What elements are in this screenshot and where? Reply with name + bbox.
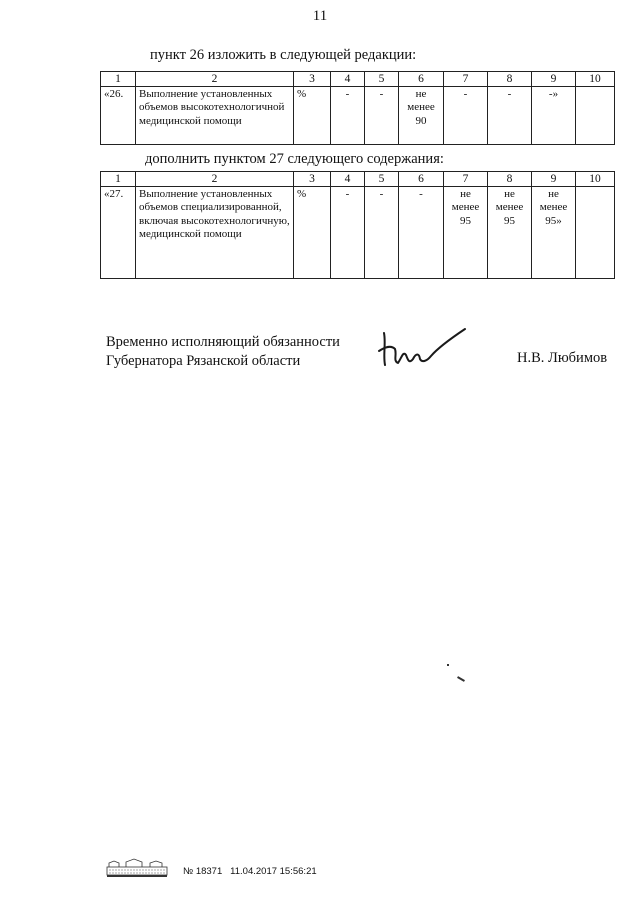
header-cell: 7 <box>444 72 488 87</box>
row-description-cell: Выполнение установленных объемов высокотехнологичной медицинской помощи <box>136 87 294 145</box>
row-number-cell: «27. <box>101 187 136 279</box>
value-cell: - <box>331 87 365 145</box>
section-27-table <box>100 171 615 279</box>
page-number: 11 <box>312 8 328 24</box>
header-cell: 2 <box>136 72 294 87</box>
handwritten-signature <box>375 325 470 373</box>
header-cell: 2 <box>136 172 294 187</box>
unit-cell: % <box>294 87 331 145</box>
signer-position-line: Губернатора Рязанской области <box>106 353 301 370</box>
value-cell: - <box>365 187 399 279</box>
header-cell: 10 <box>576 72 615 87</box>
table-header-row <box>101 72 615 87</box>
header-cell: 1 <box>101 172 136 187</box>
value-cell: - <box>331 187 365 279</box>
value-cell: - <box>488 87 532 145</box>
scan-speck <box>447 664 449 666</box>
header-cell: 8 <box>488 72 532 87</box>
value-cell <box>576 87 615 145</box>
row-description-cell: Выполнение установленных объемов специализированной, включая высокотехнологичную, медицинской помощи <box>136 187 294 279</box>
value-cell: не менее 90 <box>399 87 444 145</box>
header-cell: 6 <box>399 72 444 87</box>
value-cell: - <box>365 87 399 145</box>
value-cell: не менее 95» <box>532 187 576 279</box>
scan-speck <box>457 676 465 682</box>
table-row <box>101 87 615 145</box>
header-cell: 3 <box>294 172 331 187</box>
value-cell: -» <box>532 87 576 145</box>
header-cell: 1 <box>101 72 136 87</box>
header-cell: 5 <box>365 172 399 187</box>
value-cell <box>576 187 615 279</box>
header-cell: 10 <box>576 172 615 187</box>
unit-cell: % <box>294 187 331 279</box>
signer-position-line: Временно исполняющий обязанности <box>106 334 340 350</box>
registry-stamp-icon <box>106 858 168 878</box>
section-27-intro: дополнить пунктом 27 следующего содержания: <box>145 151 444 167</box>
value-cell: не менее 95 <box>444 187 488 279</box>
value-cell: - <box>444 87 488 145</box>
table-header-row <box>101 172 615 187</box>
header-cell: 3 <box>294 72 331 87</box>
registration-number: № 18371 <box>183 866 223 877</box>
value-cell: не менее 95 <box>488 187 532 279</box>
header-cell: 7 <box>444 172 488 187</box>
registration-timestamp: 11.04.2017 15:56:21 <box>230 866 317 877</box>
header-cell: 9 <box>532 172 576 187</box>
header-cell: 4 <box>331 72 365 87</box>
section-26-table <box>100 71 615 145</box>
header-cell: 6 <box>399 172 444 187</box>
value-cell: - <box>399 187 444 279</box>
header-cell: 5 <box>365 72 399 87</box>
row-number-cell: «26. <box>101 87 136 145</box>
registration-stamp <box>183 866 317 877</box>
section-26-intro: пункт 26 изложить в следующей редакции: <box>150 47 417 63</box>
table-row <box>101 187 615 279</box>
signer-name: Н.В. Любимов <box>517 350 608 366</box>
header-cell: 9 <box>532 72 576 87</box>
signer-position <box>106 333 340 371</box>
header-cell: 8 <box>488 172 532 187</box>
header-cell: 4 <box>331 172 365 187</box>
